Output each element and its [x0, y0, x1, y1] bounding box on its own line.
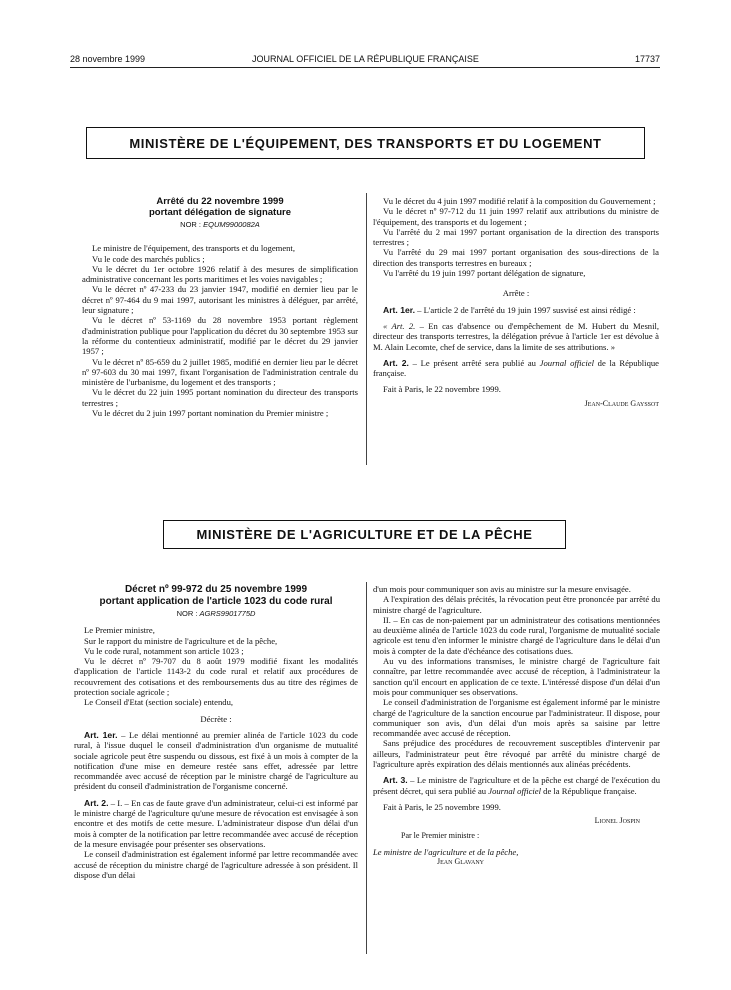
decret-title	[74, 584, 358, 607]
signature-premier-ministre: Lionel Jospin	[594, 816, 640, 826]
column-divider	[366, 582, 367, 954]
nor-code: AGRS9901775D	[199, 609, 256, 618]
article-1-label: Art. 1er.	[84, 729, 118, 740]
article-2-paragraph: Au vu des informations transmises, le ministre chargé de l'agriculture fait connaître, par lettre recommandée avec accusé de réception, à l'administrateur la sanction qu'il encourt en application de ce texte. L'intéressé dispose d'un délai d'un mois pour communiquer ses observations.	[373, 656, 660, 697]
section1-left-column	[82, 196, 358, 418]
arrete-heading: Arrête :	[502, 288, 530, 299]
article-3-label: Art. 3.	[383, 775, 408, 786]
journal-officiel-ref: Journal officiel	[488, 785, 542, 796]
article-1-quote-label: « Art. 2.	[383, 320, 416, 331]
visa-paragraph: Vu le décret du 22 juin 1995 portant nomination du directeur des transports terrestres ;	[82, 387, 358, 408]
visa-paragraph: Le Premier ministre,	[84, 625, 155, 636]
nor-line	[82, 220, 358, 230]
nor-label: NOR :	[180, 220, 202, 229]
visa-paragraph: Le ministre de l'équipement, des transports et du logement,	[92, 243, 295, 254]
visa-paragraph: Vu le décret du 2 juin 1997 portant nomination du Premier ministre ;	[92, 408, 329, 419]
header-rule	[70, 67, 660, 68]
fait-a-paris: Fait à Paris, le 22 novembre 1999.	[383, 384, 501, 395]
article-2	[373, 358, 659, 379]
visa-paragraph: Vu le décret nº 85-659 du 2 juillet 1985, modifié en dernier lieu par le décret nº 97-603 du 30 mai 1997, fixant l'organisation de l'administration centrale du ministère de l'urbanisme, du logement et des transports ;	[82, 356, 358, 388]
article-1-text: – Le délai mentionné au premier alinéa de l'article 1023 du code rural, à l'issue duquel le conseil d'administration d'un organisme de mutualité sociale agricole peut être suspendu ou dissous, est fixé à un mois à compter de la notification d'une mise en demeure restée sans effet, adressée par lettre recommandée avec accusé de réception par le ministre chargé de l'agriculture au président du conseil d'administration de l'organisme concerné.	[74, 729, 358, 792]
article-2-paragraph: II. – En cas de non-paiement par un administrateur des cotisations mentionnées au deuxième alinéa de l'article 1023 du code rural, l'organisme de mutualité sociale agricole est tenu d'en informer le ministre chargé de l'agriculture dans le délai d'un mois à compter de la date d'échéance des cotisations dues.	[373, 614, 660, 656]
fait-a-paris: Fait à Paris, le 25 novembre 1999.	[383, 801, 501, 812]
decret-title-line1: Décret nº 99-972 du 25 novembre 1999	[124, 584, 308, 595]
article-1	[74, 730, 358, 792]
nor-code: EQUM9900082A	[203, 220, 260, 229]
visa-paragraph: Vu le décret du 4 juin 1997 modifié relatif à la composition du Gouvernement ;	[383, 196, 656, 206]
visa-paragraph: Vu le décret nº 53-1169 du 28 novembre 1953 portant règlement d'administration publique pour l'application du décret du 30 septembre 1953 sur la réforme du contentieux administratif, modifié par le décret du 29 janvier 1957 ;	[82, 315, 358, 357]
section2-left-column	[74, 584, 358, 880]
article-1-quote-text: – En cas d'absence ou d'empêchement de M. Hubert du Mesnil, directeur des transports terrestres, la délégation prévue à l'article 1er est dévolue à M. Alain Lecomte, chef de service, dans la limite de ses attributions. »	[373, 320, 660, 352]
header-page-number: 17737	[634, 54, 660, 64]
article-3-text: – Le ministre de l'agriculture et de la pêche est chargé de l'exécution du présent décret, qui sera publié au	[373, 775, 660, 796]
header-date: 28 novembre 1999	[70, 54, 146, 64]
article-2-text-end: de la République française.	[373, 357, 659, 379]
minister-title: Le ministre de l'agriculture et de la pêche,	[373, 846, 519, 857]
ministry-band-equipement: MINISTÈRE DE L'ÉQUIPEMENT, DES TRANSPORTS ET DU LOGEMENT	[86, 127, 645, 159]
article-2-paragraph: d'un mois pour communiquer son avis au ministre sur la mesure envisagée.	[373, 584, 631, 594]
article-1-label: Art. 1er.	[383, 304, 416, 315]
visa-paragraph: Vu le code des marchés publics ;	[92, 253, 205, 264]
article-2-text: – Le présent arrêté sera publié au	[408, 357, 540, 368]
arrete-title-line1: Arrêté du 22 novembre 1999	[156, 196, 284, 207]
article-2-label: Art. 2.	[383, 357, 409, 368]
visa-paragraph: Vu le décret nº 79-707 du 8 août 1979 modifié fixant les modalités d'application de l'article 1143-2 du code rural et relatif aux procédures de recouvrement des cotisations et des remboursements dus au titre des régimes de protection sociale agricole ;	[74, 656, 358, 698]
column-divider	[366, 193, 367, 465]
decret-title-line2: portant application de l'article 1023 du code rural	[99, 595, 333, 607]
arrete-title-line2: portant délégation de signature	[149, 207, 291, 218]
minister-signature: Jean Glavany	[437, 857, 485, 867]
article-2-text: – I. – En cas de faute grave d'un administrateur, celui-ci est informé par le ministre chargé de l'agriculture qu'une mesure de révocation est envisagée à son encontre et des motifs de cette mesure. L'administrateur dispose d'un délai d'un mois à compter de la notification par lettre recommandée avec accusé de réception de la mesure envisagée pour présenter ses observations.	[74, 797, 358, 849]
header-journal-title: JOURNAL OFFICIEL DE LA RÉPUBLIQUE FRANÇAISE	[252, 54, 479, 64]
visa-paragraph: Sur le rapport du ministre de l'agriculture et de la pêche,	[84, 635, 278, 646]
article-3-text-end: de la République française.	[541, 785, 637, 796]
article-2-continuation: Le conseil d'administration est également informé par lettre recommandée avec accusé de réception du ministre chargé de l'agriculture adressée à son président. Il dispose d'un délai	[74, 849, 358, 880]
section2-right-column	[373, 584, 660, 867]
article-2-paragraph: A l'expiration des délais précités, la révocation peut être prononcée par arrêté du ministre chargé de l'agriculture.	[373, 594, 660, 615]
article-1-text: – L'article 2 de l'arrêté du 19 juin 1997 susvisé est ainsi rédigé :	[415, 304, 636, 315]
signature: Jean-Claude Gayssot	[584, 398, 659, 408]
par-le-premier-ministre: Par le Premier ministre :	[401, 830, 480, 840]
visa-paragraph: Vu l'arrêté du 19 juin 1997 portant délégation de signature,	[383, 268, 586, 279]
visa-paragraph: Vu le code rural, notamment son article 1023 ;	[84, 645, 244, 656]
visa-paragraph: Vu l'arrêté du 2 mai 1997 portant organisation de la direction des transports terrestres ;	[373, 226, 659, 248]
visa-paragraph: Vu le décret du 1er octobre 1926 relatif à des mesures de simplification administrative concernant les ports maritimes et les voies navigables ;	[82, 263, 358, 285]
arrete-title	[82, 196, 358, 218]
article-2-paragraph: Le conseil d'administration de l'organisme est également informé par le ministre chargé de l'agriculture de la sanction encourue par l'administrateur. Il dispose, pour communiquer son avis, d'un délai d'un mois après sa saisine par lettre recommandée avec accusé de réception.	[373, 697, 660, 739]
decrete-heading: Décrète :	[200, 713, 232, 724]
visa-paragraph: Le Conseil d'Etat (section sociale) entendu,	[84, 697, 234, 708]
journal-officiel-ref: Journal officiel	[539, 357, 594, 368]
nor-label: NOR :	[176, 609, 198, 618]
visa-paragraph: Vu le décret nº 47-233 du 23 janvier 1947, modifié en dernier lieu par le décret nº 97-464 du 9 mai 1997, autorisant les ministres à déléguer, par arrêté, leur signature ;	[82, 284, 358, 316]
article-2	[74, 798, 358, 849]
article-1-quote	[373, 321, 659, 352]
visa-paragraph: Vu l'arrêté du 29 mai 1997 portant organisation des sous-directions de la direction des transports terrestres en bureaux ;	[373, 247, 659, 268]
article-2-label: Art. 2.	[84, 797, 109, 808]
visa-paragraph: Vu le décret nº 97-712 du 11 juin 1997 relatif aux attributions du ministre de l'équipement, des transports et du logement ;	[373, 206, 659, 227]
ministry-band-agriculture: MINISTÈRE DE L'AGRICULTURE ET DE LA PÊCHE	[163, 520, 566, 549]
section1-right-column	[373, 196, 659, 409]
article-3	[373, 775, 660, 796]
article-2-paragraph: Sans préjudice des procédures de recouvrement susceptibles d'intervenir par ailleurs, l'administrateur peut être révoqué par arrêté du ministre chargé de l'agriculture après expiration des délais mentionnés aux alinéas précédents.	[373, 738, 660, 770]
nor-line	[74, 609, 358, 619]
article-1	[373, 305, 659, 315]
